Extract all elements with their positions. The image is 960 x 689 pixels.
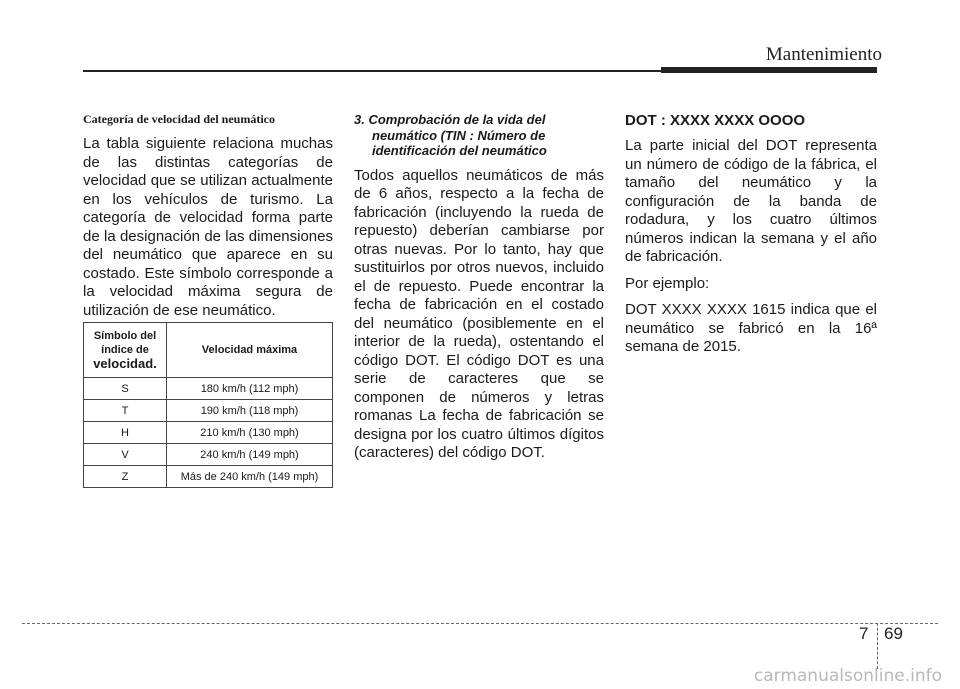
table-cell-speed: 190 km/h (118 mph) bbox=[167, 400, 333, 422]
table-cell-symbol: S bbox=[84, 378, 167, 400]
table-cell-symbol: H bbox=[84, 422, 167, 444]
section-title: Mantenimiento bbox=[765, 44, 882, 65]
footer-dashed-divider bbox=[877, 623, 878, 669]
header-symbol-line1: Símbolo del bbox=[93, 329, 157, 342]
table-row bbox=[84, 422, 333, 444]
table-row bbox=[84, 378, 333, 400]
tin-heading-line2: neumático (TIN : Número de bbox=[372, 127, 546, 143]
dot-code-heading: DOT : XXXX XXXX OOOO bbox=[625, 112, 806, 129]
table-cell-symbol: V bbox=[84, 444, 167, 466]
dot-explanation-paragraph: La parte inicial del DOT representa un número de código de la fábrica, el tamaño del neumático y la configuración de la banda de rodadura, y los cuatro últimos números indican la semana y el año de fabricación. bbox=[625, 137, 877, 265]
table-cell-speed: 240 km/h (149 mph) bbox=[167, 444, 333, 466]
column-left bbox=[83, 108, 333, 328]
table-cell-symbol: T bbox=[84, 400, 167, 422]
table-cell-speed: 180 km/h (112 mph) bbox=[167, 378, 333, 400]
header-rule-thin bbox=[83, 70, 661, 72]
example-label: Por ejemplo: bbox=[625, 274, 710, 292]
footer-dashed-line bbox=[22, 623, 938, 624]
column-right bbox=[625, 108, 877, 365]
site-watermark: carmanualsonline.info bbox=[753, 666, 942, 686]
speed-rating-table bbox=[83, 322, 333, 488]
page-number: 69 bbox=[884, 624, 903, 643]
table-header-row bbox=[84, 323, 333, 378]
header-rule-thick bbox=[661, 67, 877, 73]
table-cell-speed: Más de 240 km/h (149 mph) bbox=[167, 466, 333, 488]
speed-category-heading: Categoría de velocidad del neumático bbox=[83, 112, 275, 126]
tin-check-heading bbox=[354, 112, 604, 159]
tin-heading-line1: 3. Comprobación de la vida del bbox=[354, 112, 546, 127]
tin-heading-line3: identificación del neumático bbox=[372, 143, 547, 158]
table-row bbox=[84, 400, 333, 422]
speed-category-paragraph: La tabla siguiente relaciona muchas de las distintas categorías de velocidad que se utilizan actualmente en los vehículos de turismo. La categoría de velocidad forma parte de la designación de las dimensiones del neumático que aparece en su costado. Este símbolo corresponde a la velocidad máxima segura de utilización de ese neumático. bbox=[83, 135, 333, 319]
table-row bbox=[84, 444, 333, 466]
table-row bbox=[84, 466, 333, 488]
column-middle bbox=[354, 108, 604, 471]
dot-example-paragraph: DOT XXXX XXXX 1615 indica que el neumático se fabricó en la 16ª semana de 2015. bbox=[625, 301, 877, 355]
header-symbol-line2: índice de bbox=[101, 343, 149, 356]
chapter-number: 7 bbox=[859, 624, 869, 643]
table-cell-symbol: Z bbox=[84, 466, 167, 488]
table-header-speed: Velocidad máxima bbox=[167, 323, 333, 378]
tin-check-paragraph: Todos aquellos neumáticos de más de 6 años, respecto a la fecha de fabricación (incluyendo la rueda de repuesto) deberían cambiarse por otras nuevas. Por lo tanto, hay que sustituirlos por otros nuevos, incluido el de repuesto. Puede encontrar la fecha de fabricación en el costado del neumático (posiblemente en el interior de la rueda), ostentando el código DOT. El código DOT es una serie de caracteres que se componen de números y letras romanas La fecha de fabricación se designa por los cuatro últimos dígitos (caracteres) del código DOT. bbox=[354, 166, 604, 461]
table-cell-speed: 210 km/h (130 mph) bbox=[167, 422, 333, 444]
table-header-symbol bbox=[84, 323, 167, 378]
header-symbol-line3: velocidad. bbox=[93, 355, 157, 371]
